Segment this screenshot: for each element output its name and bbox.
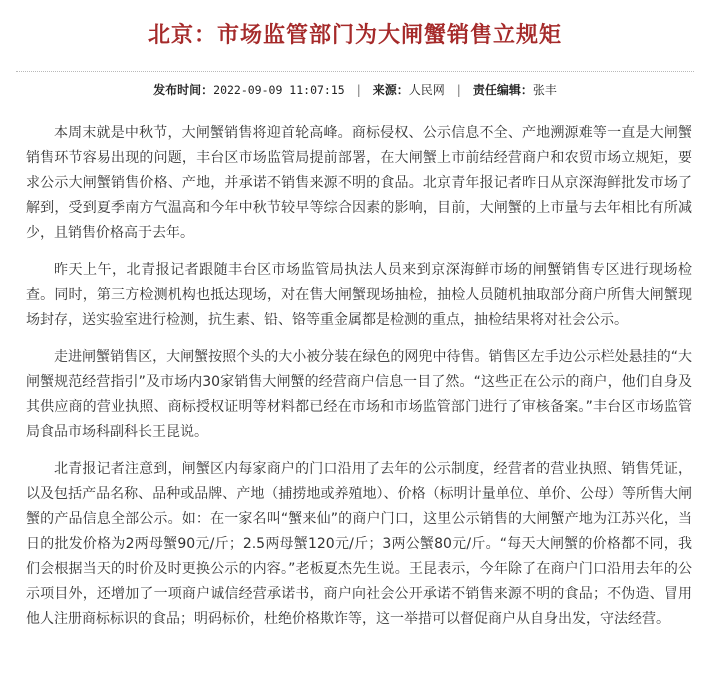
publish-time-value: 2022-09-09 11:07:15 [213, 83, 345, 97]
article-paragraph: 北青报记者注意到，闸蟹区内每家商户的门口沿用了去年的公示制度，经营者的营业执照、销售凭证，以及包括产品名称、品种或品牌、产地（捕捞地或养殖地）、价格（标明计量单位、单价、公母）等所售大闸蟹的产品信息全部公示。如：在一家名叫“蟹来仙”的商户门口，这里公示销售的大闸蟹产地为江苏兴化，当日的批发价格为2两母蟹90元/斤；2.5两母蟹120元/斤；3两公蟹80元/斤。“每天大闸蟹的价格都不同，我们会根据当天的时价及时更换公示的内容。”老板夏杰先生说。王昆表示，今年除了在商户门口沿用去年的公示项目外，还增加了一项商户诚信经营承诺书，商户向社会公开承诺不销售来源不明的食品；不伪造、冒用他人注册商标标识的食品；明码标价，杜绝价格欺诈等，这一举措可以督促商户从自身出发，守法经营。 [26, 461, 692, 627]
article-body [26, 121, 692, 644]
article-title: 北京：市场监管部门为大闸蟹销售立规矩 [147, 22, 562, 48]
article-paragraph: 昨天上午，北青报记者跟随丰台区市场监管局执法人员来到京深海鲜市场的闸蟹销售专区进行现场检查。同时，第三方检测机构也抵达现场，对在售大闸蟹现场抽检，抽检人员随机抽取部分商户所售大闸蟹现场封存，送实验室进行检测，抗生素、铅、铬等重金属都是检测的重点，抽检结果将对社会公示。 [26, 262, 692, 328]
article-meta [0, 81, 710, 98]
meta-separator: | [456, 83, 461, 97]
editor-label: 责任编辑： [472, 83, 533, 97]
editor-value: 张丰 [532, 83, 557, 97]
title-divider [16, 71, 694, 72]
publish-time-label: 发布时间： [153, 83, 214, 97]
article-paragraph: 走进闸蟹销售区，大闸蟹按照个头的大小被分装在绿色的网兜中待售。销售区左手边公示栏处悬挂的“大闸蟹规范经营指引”及市场内30家销售大闸蟹的经营商户信息一目了然。“这些正在公示的商户，他们自身及其供应商的营业执照、商标授权证明等材料都已经在市场和市场监管部门进行了审核备案。”丰台区市场监管局食品市场科副科长王昆说。 [26, 349, 692, 440]
article-paragraph: 本周末就是中秋节，大闸蟹销售将迎首轮高峰。商标侵权、公示信息不全、产地溯源难等一直是大闸蟹销售环节容易出现的问题，丰台区市场监管局提前部署，在大闸蟹上市前结经营商户和农贸市场立规矩，要求公示大闸蟹销售价格、产地，并承诺不销售来源不明的食品。北京青年报记者昨日从京深海鲜批发市场了解到，受到夏季南方气温高和今年中秋节较早等综合因素的影响，目前，大闸蟹的上市量与去年相比有所减少，且销售价格高于去年。 [26, 125, 692, 241]
meta-separator: | [356, 83, 361, 97]
source-value: 人民网 [408, 83, 445, 97]
source-label: 来源： [372, 83, 409, 97]
